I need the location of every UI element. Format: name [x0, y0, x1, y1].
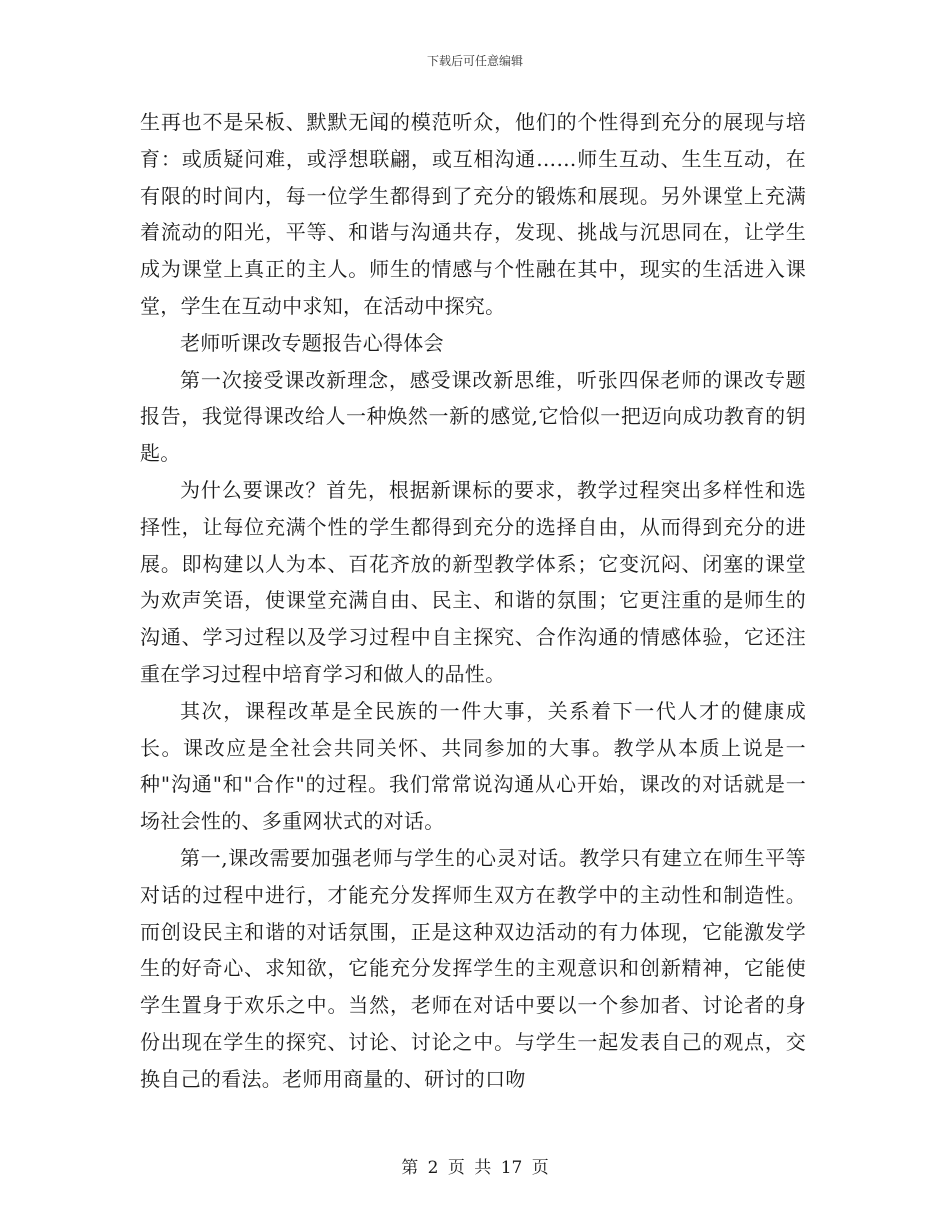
- paragraph: 第一次接受课改新理念，感受课改新思维，听张四保老师的课改专题报告，我觉得课改给人一种焕然一新的感觉,它恰似一把迈向成功教育的钥匙。: [140, 367, 806, 466]
- paragraph: 其次，课程改革是全民族的一件大事，关系着下一代人才的健康成长。课改应是全社会共同关怀、共同参加的大事。教学从本质上说是一种"沟通"和"合作"的过程。我们常常说沟通从心开始，课改的对话就是一场社会性的、多重网状式的对话。: [140, 698, 806, 834]
- page-header-note: 下载后可任意编辑: [426, 54, 523, 68]
- paragraph: 为什么要课改？首先，根据新课标的要求，教学过程突出多样性和选择性，让每位充满个性的学生都得到充分的选择自由，从而得到充分的进展。即构建以人为本、百花齐放的新型教学体系；它变沉闷、闭塞的课堂为欢声笑语，使课堂充满自由、民主、和谐的氛围；它更注重的是师生的沟通、学习过程以及学习过程中自主探究、合作沟通的情感体验，它还注重在学习过程中培育学习和做人的品性。: [140, 477, 806, 686]
- section-heading: 老师听课改专题报告心得体会: [180, 330, 444, 355]
- page-number-footer: 第 2 页 共 17 页: [401, 1158, 549, 1178]
- document-body: [140, 104, 806, 1098]
- paragraph: 第一,课改需要加强老师与学生的心灵对话。教学只有建立在师生平等对话的过程中进行，才能充分发挥师生双方在教学中的主动性和制造性。而创设民主和谐的对话氛围，正是这种双边活动的有力体现，它能激发学生的好奇心、求知欲，它能充分发挥学生的主观意识和创新精神，它能使学生置身于欢乐之中。当然，老师在对话中要以一个参加者、讨论者的身份出现在学生的探究、讨论、讨论之中。与学生一起发表自己的观点，交换自己的看法。老师用商量的、研讨的口吻: [140, 845, 806, 1091]
- paragraph-continuation: 生再也不是呆板、默默无闻的模范听众，他们的个性得到充分的展现与培育：或质疑问难，或浮想联翩，或互相沟通……师生互动、生生互动，在有限的时间内，每一位学生都得到了充分的锻炼和展现。另外课堂上充满着流动的阳光，平等、和谐与沟通共存，发现、挑战与沉思同在，让学生成为课堂上真正的主人。师生的情感与个性融在其中，现实的生活进入课堂，学生在互动中求知，在活动中探究。: [140, 110, 806, 318]
